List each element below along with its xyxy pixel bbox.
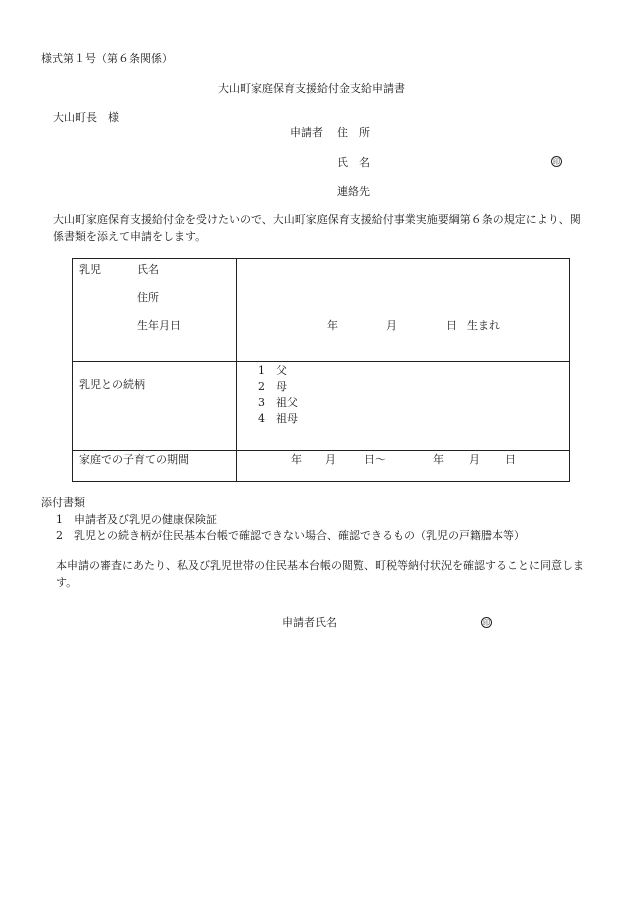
period-to-day: 日 <box>505 453 516 466</box>
period-label: 家庭での子育ての期間 <box>79 453 189 466</box>
attachment-item: 1 申請者及び乳児の健康保険証 <box>56 513 217 526</box>
table-divider <box>72 361 570 362</box>
infant-label: 乳児 <box>79 263 101 276</box>
birthdate-label: 生年月日 <box>137 319 181 332</box>
relation-option: 2 母 <box>258 380 287 393</box>
page-title: 大山町家庭保育支援給付金支給申請書 <box>218 82 405 95</box>
period-from-month: 月 <box>325 453 336 466</box>
infant-address-label: 住所 <box>137 291 159 304</box>
birth-day-unit: 日 <box>446 319 457 332</box>
table-divider <box>72 450 570 451</box>
period-from-day: 日～ <box>364 453 386 466</box>
relation-option: 1 父 <box>258 364 287 377</box>
addressee: 大山町長 様 <box>53 111 119 124</box>
applicant-role-label: 申請者 <box>290 126 323 139</box>
consent-paragraph: 本申請の審査にあたり、私及び乳児世帯の住民基本台帳の閲覧、町税等納付状況を確認することに同意します。 <box>56 559 584 589</box>
seal-mark: 印 <box>553 158 560 166</box>
relation-label: 乳児との続柄 <box>79 378 145 391</box>
attachment-item: 2 乳児との続き柄が住民基本台帳で確認できない場合、確認できるもの（乳児の戸籍謄本等） <box>56 529 525 542</box>
applicant-contact-label: 連絡先 <box>337 185 370 198</box>
signature-seal-mark: 印 <box>483 619 490 627</box>
birth-year-unit: 年 <box>327 319 338 332</box>
birth-month-unit: 月 <box>386 319 397 332</box>
relation-option: 3 祖父 <box>258 396 298 409</box>
table-divider <box>236 258 237 482</box>
form-number: 様式第１号（第６条関係） <box>41 52 173 65</box>
applicant-name-label: 氏 名 <box>337 156 370 169</box>
relation-option: 4 祖母 <box>258 412 298 425</box>
birth-suffix: 生まれ <box>467 319 500 332</box>
intro-paragraph: 大山町家庭保育支援給付金を受けたいので、大山町家庭保育支援給付事業実施要綱第６条の規定により、関係書類を添えて申請をします。 <box>53 213 581 243</box>
period-from-year: 年 <box>291 453 302 466</box>
period-to-month: 月 <box>469 453 480 466</box>
signature-label: 申請者氏名 <box>282 616 337 629</box>
applicant-address-label: 住 所 <box>337 126 370 139</box>
infant-name-label: 氏名 <box>137 263 159 276</box>
attachments-heading: 添付書類 <box>41 496 85 509</box>
period-to-year: 年 <box>433 453 444 466</box>
